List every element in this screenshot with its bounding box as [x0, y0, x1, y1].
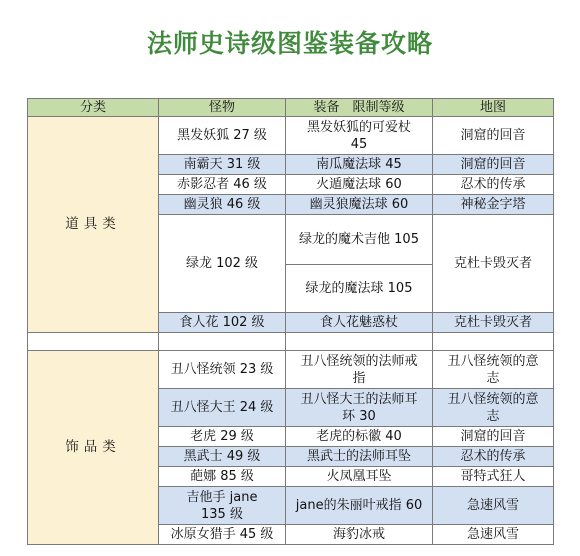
equipment-cell: 黑武士的法师耳坠: [286, 447, 433, 467]
equipment-cell: 火凤凰耳坠: [286, 467, 433, 487]
monster-cell: 丑八怪大王 24 级: [159, 389, 286, 427]
equipment-cell: 海豹冰戒: [286, 525, 433, 545]
equipment-cell: 南瓜魔法球 45: [286, 155, 433, 175]
map-cell: 忍术的传承: [433, 447, 554, 467]
header-monster: 怪物: [159, 99, 286, 117]
map-cell: 忍术的传承: [433, 175, 554, 195]
map-cell: 洞窟的回音: [433, 427, 554, 447]
header-row: [28, 99, 554, 117]
map-cell: 克杜卡毁灭者: [433, 215, 554, 313]
map-cell: 哥特式狂人: [433, 467, 554, 487]
monster-cell: 黑武士 49 级: [159, 447, 286, 467]
monster-cell: 赤影忍者 46 级: [159, 175, 286, 195]
map-cell: 洞窟的回音: [433, 155, 554, 175]
monster-cell: 老虎 29 级: [159, 427, 286, 447]
monster-cell: 食人花 102 级: [159, 313, 286, 333]
equipment-cell: 火遁魔法球 60: [286, 175, 433, 195]
equipment-cell: 绿龙的魔术吉他 105: [286, 215, 433, 265]
header-category: 分类: [28, 99, 159, 117]
map-cell: 急速风雪: [433, 487, 554, 525]
monster-cell: 幽灵狼 46 级: [159, 195, 286, 215]
page-title: 法师史诗级图鉴装备攻略: [146, 29, 433, 58]
equipment-cell: 老虎的标徽 40: [286, 427, 433, 447]
equipment-cell: 黑发妖狐的可爱杖 45: [286, 117, 433, 155]
monster-cell: 黑发妖狐 27 级: [159, 117, 286, 155]
separator-cell: [28, 333, 159, 351]
map-cell: 丑八怪统领的意 志: [433, 351, 554, 389]
header-equipment: 装备 限制等级: [286, 99, 433, 117]
monster-cell: 冰原女猎手 45 级: [159, 525, 286, 545]
monster-cell: 绿龙 102 级: [159, 215, 286, 313]
separator-cell: [433, 333, 554, 351]
monster-cell: 葩娜 85 级: [159, 467, 286, 487]
map-cell: 洞窟的回音: [433, 117, 554, 155]
separator-cell: [159, 333, 286, 351]
equipment-cell: 丑八怪大王的法师耳 环 30: [286, 389, 433, 427]
equipment-cell: 丑八怪统领的法师戒 指: [286, 351, 433, 389]
category-cell: 道具类: [28, 117, 159, 333]
table-row: [28, 117, 554, 155]
header-map: 地图: [433, 99, 554, 117]
map-cell: 神秘金字塔: [433, 195, 554, 215]
map-cell: 急速风雪: [433, 525, 554, 545]
map-cell: 丑八怪统领的意 志: [433, 389, 554, 427]
table-row: [28, 351, 554, 389]
monster-cell: 丑八怪统领 23 级: [159, 351, 286, 389]
equipment-table: [27, 98, 554, 545]
monster-cell: 南霸天 31 级: [159, 155, 286, 175]
separator-row: [28, 333, 554, 351]
equipment-cell: 绿龙的魔法球 105: [286, 265, 433, 313]
separator-cell: [286, 333, 433, 351]
monster-cell: 吉他手 jane 135 级: [159, 487, 286, 525]
category-cell: 饰品类: [28, 351, 159, 545]
equipment-cell: 食人花魅惑杖: [286, 313, 433, 333]
equipment-cell: jane的朱丽叶戒指 60: [286, 487, 433, 525]
equipment-cell: 幽灵狼魔法球 60: [286, 195, 433, 215]
map-cell: 克杜卡毁灭者: [433, 313, 554, 333]
